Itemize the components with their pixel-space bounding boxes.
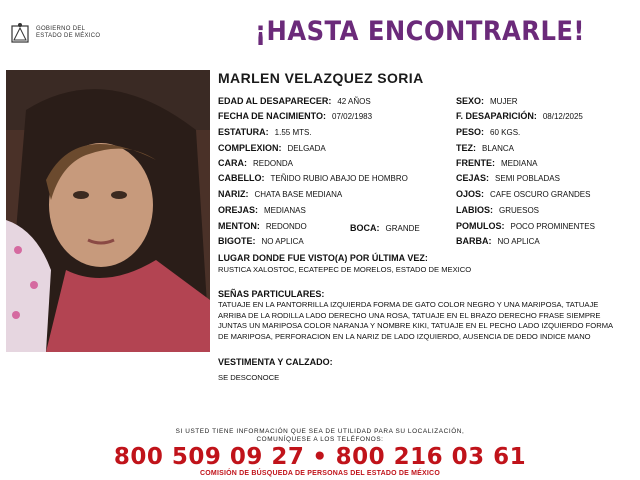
senas-text: TATUAJE EN LA PANTORRILLA IZQUIERDA FORMA DE GATO COLOR NEGRO Y UNA MARIPOSA, TATUAJE ARRIBA DE LA RODILLA LADO DERECHO UNA ROSA, TATUAJE EN EL BRAZO DERECHO FRASE SIEMPRE JUNTAS UN MARIPOSA COLOR NARANJA Y NOMBRE KIKI, TATUAJE EN EL PECHO LADO IZQUIERDO FORMA DE MARIPOSA, PERFORACION EN LA NARIZ DE LADO IZQUIERDO, AUSENCIA DE DEDO INDICE MANO bbox=[218, 300, 613, 341]
bigote-label: BIGOTE: bbox=[218, 236, 256, 246]
boca-value: GRANDE bbox=[385, 224, 420, 233]
cabello-value: TEÑIDO RUBIO ABAJO DE HOMBRO bbox=[270, 174, 408, 183]
government-logo bbox=[10, 22, 100, 44]
phone-2[interactable]: 800 216 03 61 bbox=[335, 444, 527, 470]
vestimenta-title: VESTIMENTA Y CALZADO: bbox=[218, 357, 333, 367]
nariz-value: CHATA BASE MEDIANA bbox=[254, 190, 343, 199]
field-ojos bbox=[456, 189, 590, 199]
field-estatura bbox=[218, 127, 312, 137]
sexo-label: SEXO: bbox=[456, 96, 485, 106]
frente-label: FRENTE: bbox=[456, 158, 495, 168]
tez-label: TEZ: bbox=[456, 143, 476, 153]
state-seal-icon bbox=[10, 22, 30, 44]
gov-line-2: ESTADO DE MÉXICO bbox=[36, 33, 101, 39]
cabello-label: CABELLO: bbox=[218, 173, 265, 183]
field-peso bbox=[456, 127, 520, 137]
complexion-value: DELGADA bbox=[287, 144, 326, 153]
peso-value: 60 KGS. bbox=[490, 128, 521, 137]
lugar-title: LUGAR DONDE FUE VISTO(A) POR ÚLTIMA VEZ: bbox=[218, 253, 428, 263]
field-nacimiento bbox=[218, 111, 372, 121]
phone-1[interactable]: 800 509 09 27 bbox=[113, 444, 305, 470]
field-nariz bbox=[218, 189, 342, 199]
phone-numbers bbox=[0, 444, 640, 470]
complexion-label: COMPLEXION: bbox=[218, 143, 282, 153]
field-cara bbox=[218, 158, 293, 168]
commission-name: COMISIÓN DE BÚSQUEDA DE PERSONAS DEL ESTADO DE MÉXICO bbox=[200, 470, 440, 477]
field-pomulos bbox=[456, 221, 595, 231]
field-orejas bbox=[218, 205, 306, 215]
field-boca bbox=[350, 223, 420, 233]
vestimenta-text: SE DESCONOCE bbox=[218, 373, 280, 382]
pomulos-label: POMULOS: bbox=[456, 221, 505, 231]
field-desaparicion bbox=[456, 111, 583, 121]
menton-value: REDONDO bbox=[265, 222, 307, 231]
field-bigote bbox=[218, 236, 304, 246]
peso-label: PESO: bbox=[456, 127, 485, 137]
government-name bbox=[36, 26, 100, 40]
contact-line-2: COMUNÍQUESE A LOS TELÉFONOS: bbox=[256, 436, 384, 443]
field-edad bbox=[218, 96, 371, 106]
labios-value: GRUESOS bbox=[499, 206, 540, 215]
menton-label: MENTON: bbox=[218, 221, 260, 231]
desaparicion-label: F. DESAPARICIÓN: bbox=[456, 111, 537, 121]
field-labios bbox=[456, 205, 539, 215]
cejas-value: SEMI POBLADAS bbox=[495, 174, 560, 183]
estatura-label: ESTATURA: bbox=[218, 127, 269, 137]
estatura-value: 1.55 MTS. bbox=[274, 128, 312, 137]
bigote-value: NO APLICA bbox=[261, 237, 304, 246]
tez-value: BLANCA bbox=[482, 144, 515, 153]
lugar-text: RUSTICA XALOSTOC, ECATEPEC DE MORELOS, ESTADO DE MEXICO bbox=[218, 265, 472, 274]
senas-title: SEÑAS PARTICULARES: bbox=[218, 289, 325, 299]
orejas-value: MEDIANAS bbox=[264, 206, 306, 215]
barba-label: BARBA: bbox=[456, 236, 492, 246]
contact-line-1: SI USTED TIENE INFORMACIÓN QUE SEA DE UTILIDAD PARA SU LOCALIZACIÓN, bbox=[175, 428, 465, 435]
gov-line-1: GOBIERNO DEL bbox=[36, 26, 86, 32]
field-sexo bbox=[456, 96, 518, 106]
orejas-label: OREJAS: bbox=[218, 205, 259, 215]
desaparicion-value: 08/12/2025 bbox=[542, 112, 583, 121]
field-barba bbox=[456, 236, 540, 246]
headline: ¡HASTA ENCONTRARLE! bbox=[255, 16, 585, 47]
frente-value: MEDIANA bbox=[501, 159, 538, 168]
ojos-value: CAFE OSCURO GRANDES bbox=[490, 190, 591, 199]
field-complexion bbox=[218, 143, 326, 153]
field-frente bbox=[456, 158, 537, 168]
cejas-label: CEJAS: bbox=[456, 173, 490, 183]
boca-label: BOCA: bbox=[350, 223, 380, 233]
edad-label: EDAD AL DESAPARECER: bbox=[218, 96, 332, 106]
nariz-label: NARIZ: bbox=[218, 189, 249, 199]
missing-person-photo bbox=[6, 70, 210, 352]
labios-label: LABIOS: bbox=[456, 205, 493, 215]
field-cabello bbox=[218, 173, 408, 183]
field-tez bbox=[456, 143, 514, 153]
phone-separator: • bbox=[312, 444, 328, 470]
cara-label: CARA: bbox=[218, 158, 247, 168]
field-cejas bbox=[456, 173, 560, 183]
nacimiento-label: FECHA DE NACIMIENTO: bbox=[218, 111, 326, 121]
barba-value: NO APLICA bbox=[497, 237, 540, 246]
nacimiento-value: 07/02/1983 bbox=[332, 112, 373, 121]
sexo-value: MUJER bbox=[490, 97, 518, 106]
ojos-label: OJOS: bbox=[456, 189, 485, 199]
cara-value: REDONDA bbox=[253, 159, 294, 168]
field-menton bbox=[218, 221, 307, 231]
person-name: MARLEN VELAZQUEZ SORIA bbox=[218, 70, 424, 86]
edad-value: 42 AÑOS bbox=[337, 97, 371, 106]
pomulos-value: POCO PROMINENTES bbox=[510, 222, 595, 231]
